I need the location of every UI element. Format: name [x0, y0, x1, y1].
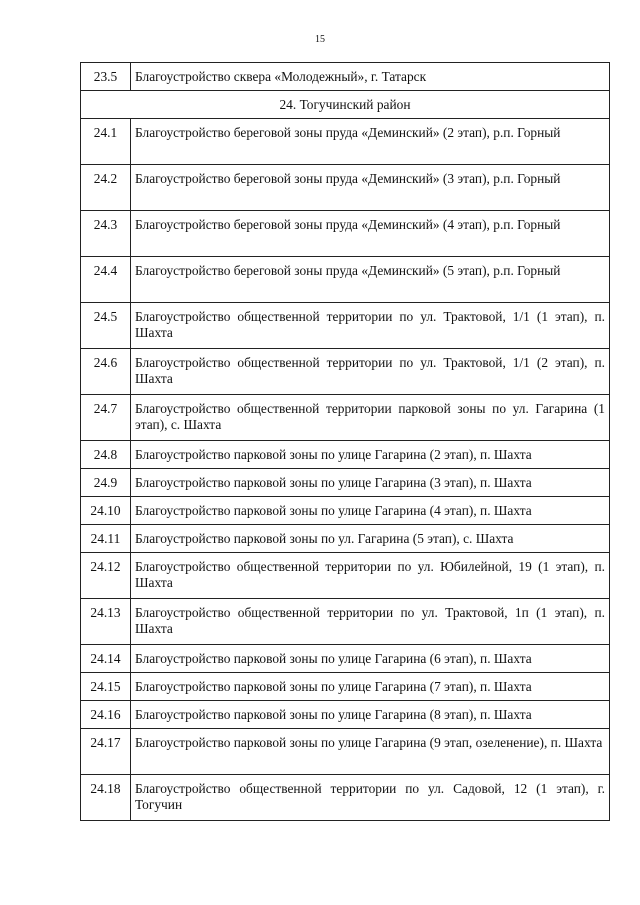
row-description: Благоустройство общественной территории парковой зоны по ул. Гагарина (1 этап), с. Шахта [135, 401, 605, 432]
section-header-row [81, 91, 610, 119]
table-row [81, 599, 610, 645]
table-row [81, 395, 610, 441]
row-text [131, 257, 610, 303]
row-description: Благоустройство парковой зоны по улице Гагарина (4 этап), п. Шахта [135, 503, 532, 518]
table-row [81, 211, 610, 257]
row-description: Благоустройство общественной территории по ул. Юбилейной, 19 (1 этап), п. Шахта [135, 559, 605, 590]
row-number: 24.13 [81, 599, 131, 645]
row-number: 24.4 [81, 257, 131, 303]
section-title: 24. Тогучинский район [81, 91, 610, 119]
row-number: 24.11 [81, 525, 131, 553]
row-description: Благоустройство общественной территории по ул. Трактовой, 1п (1 этап), п. Шахта [135, 605, 605, 636]
table-row [81, 441, 610, 469]
row-number: 24.17 [81, 729, 131, 775]
row-description: Благоустройство парковой зоны по улице Гагарина (7 этап), п. Шахта [135, 679, 532, 694]
row-text [131, 701, 610, 729]
table-row [81, 645, 610, 673]
row-description: Благоустройство береговой зоны пруда «Деминский» (5 этап), р.п. Горный [135, 263, 561, 278]
row-text [131, 119, 610, 165]
row-description: Благоустройство береговой зоны пруда «Деминский» (2 этап), р.п. Горный [135, 125, 561, 140]
row-description: Благоустройство парковой зоны по ул. Гагарина (5 этап), с. Шахта [135, 531, 514, 546]
table-row [81, 673, 610, 701]
table-row [81, 525, 610, 553]
row-number: 24.18 [81, 775, 131, 821]
row-text [131, 349, 610, 395]
table-row [81, 701, 610, 729]
page-number: 15 [315, 34, 325, 45]
row-text [131, 673, 610, 701]
table-row [81, 349, 610, 395]
table-row [81, 497, 610, 525]
row-number: 24.8 [81, 441, 131, 469]
row-text [131, 599, 610, 645]
table-row [81, 303, 610, 349]
table-row [81, 165, 610, 211]
row-number: 24.1 [81, 119, 131, 165]
row-text [131, 469, 610, 497]
row-description: Благоустройство парковой зоны по улице Гагарина (8 этап), п. Шахта [135, 707, 532, 722]
row-text [131, 63, 610, 91]
row-description: Благоустройство общественной территории по ул. Трактовой, 1/1 (2 этап), п. Шахта [135, 355, 605, 386]
row-text [131, 525, 610, 553]
row-text [131, 553, 610, 599]
row-text [131, 775, 610, 821]
row-description: Благоустройство парковой зоны по улице Гагарина (3 этап), п. Шахта [135, 475, 532, 490]
row-number: 24.15 [81, 673, 131, 701]
table-row [81, 729, 610, 775]
row-number: 23.5 [81, 63, 131, 91]
row-text [131, 395, 610, 441]
row-number: 24.5 [81, 303, 131, 349]
row-description: Благоустройство общественной территории по ул. Садовой, 12 (1 этап), г. Тогучин [135, 781, 605, 812]
row-description: Благоустройство парковой зоны по улице Гагарина (6 этап), п. Шахта [135, 651, 532, 666]
row-text [131, 729, 610, 775]
row-number: 24.3 [81, 211, 131, 257]
row-description: Благоустройство общественной территории по ул. Трактовой, 1/1 (1 этап), п. Шахта [135, 309, 605, 340]
row-description: Благоустройство парковой зоны по улице Гагарина (2 этап), п. Шахта [135, 447, 532, 462]
row-number: 24.9 [81, 469, 131, 497]
row-number: 24.7 [81, 395, 131, 441]
row-text [131, 165, 610, 211]
row-text [131, 303, 610, 349]
row-number: 24.2 [81, 165, 131, 211]
row-number: 24.6 [81, 349, 131, 395]
row-number: 24.14 [81, 645, 131, 673]
row-description: Благоустройство парковой зоны по улице Гагарина (9 этап, озеленение), п. Шахта [135, 735, 603, 750]
table-row [81, 553, 610, 599]
row-description: Благоустройство сквера «Молодежный», г. Татарск [135, 69, 427, 84]
projects-table [80, 62, 610, 821]
row-text [131, 211, 610, 257]
table-row [81, 775, 610, 821]
row-text [131, 497, 610, 525]
table-row [81, 257, 610, 303]
table-row [81, 119, 610, 165]
row-description: Благоустройство береговой зоны пруда «Деминский» (3 этап), р.п. Горный [135, 171, 561, 186]
row-number: 24.12 [81, 553, 131, 599]
row-text [131, 441, 610, 469]
row-number: 24.16 [81, 701, 131, 729]
row-number: 24.10 [81, 497, 131, 525]
table-row [81, 63, 610, 91]
row-description: Благоустройство береговой зоны пруда «Деминский» (4 этап), р.п. Горный [135, 217, 561, 232]
row-text [131, 645, 610, 673]
table-row [81, 469, 610, 497]
